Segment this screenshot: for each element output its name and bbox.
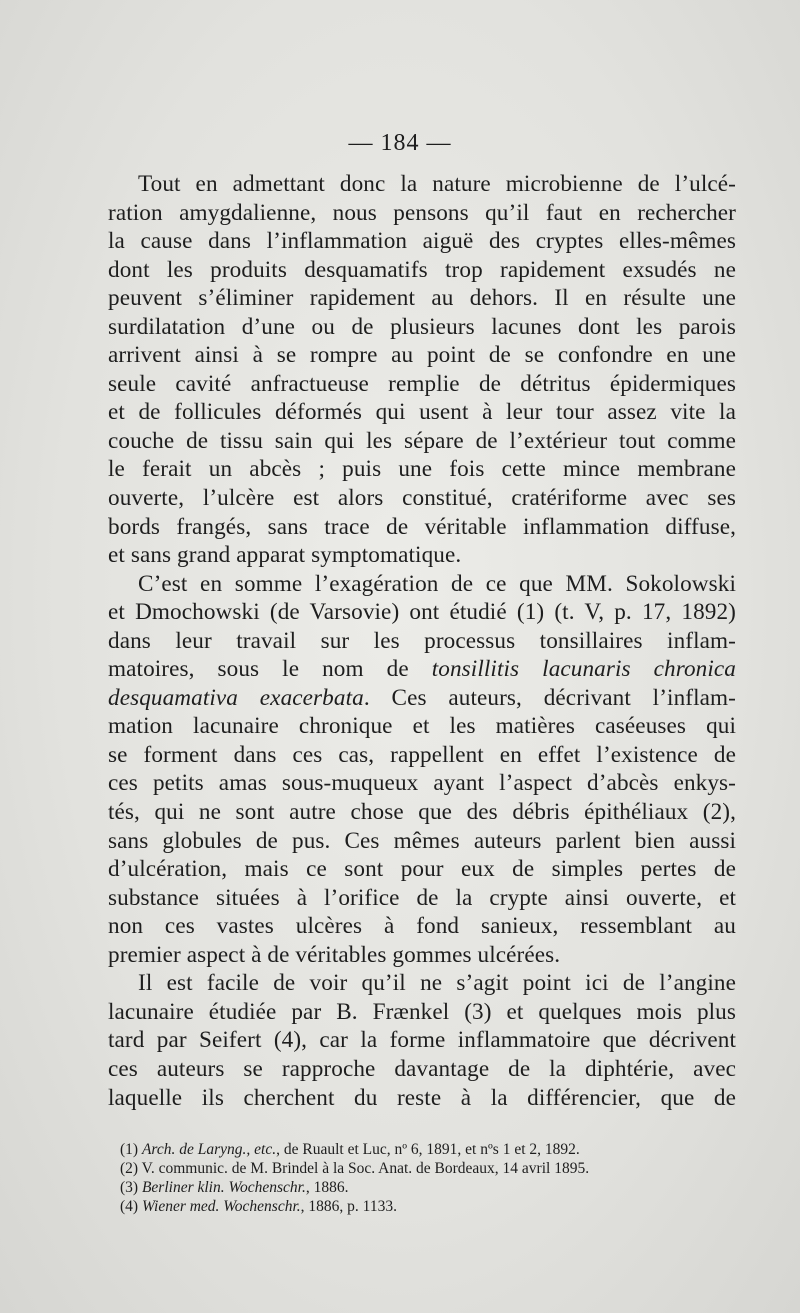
text-line: le ferait un abcès ; puis une fois cette mince membrane [108, 456, 736, 483]
text-line: se forment dans ces cas, rappellent en effet l’existence de [108, 741, 736, 768]
text-line: surdilatation d’une ou de plusieurs lacunes dont les parois [108, 313, 736, 340]
text-line: bords frangés, sans trace de véritable inflammation diffuse, [108, 513, 736, 540]
text-line: et Dmochowski (de Varsovie) ont étudié (1) (t. V, p. 17, 1892) [108, 599, 736, 626]
text-line: tés, qui ne sont autre chose que des débris épithéliaux (2), [108, 799, 736, 826]
text-line: d’ulcération, mais ce sont pour eux de simples pertes de [108, 856, 736, 883]
text-line: et sans grand apparat symptomatique. [108, 542, 462, 569]
text-line: ces petits amas sous-muqueux ayant l’aspect d’abcès enkys- [108, 770, 736, 797]
text-line: mation lacunaire chronique et les matières caséeuses qui [108, 713, 736, 740]
text-line: peuvent s’éliminer rapidement au dehors. Il en résulte une [108, 285, 736, 312]
text-line: matoires, sous le nom de tonsillitis lacunaris chronica [108, 656, 737, 683]
text-line: ration amygdalienne, nous pensons qu’il faut en rechercher [108, 199, 736, 226]
text-line: couche de tissu sain qui les sépare de l’extérieur tout comme [108, 427, 736, 454]
text-line: substance situées à l’orifice de la crypte ainsi ouverte, et [108, 884, 736, 911]
text-line: arrivent ainsi à se rompre au point de se confondre en une [108, 342, 736, 369]
footnote: (4) Wiener med. Wochenschr., 1886, p. 1133. [120, 1198, 397, 1215]
text-line: premier aspect à de véritables gommes ulcérées. [108, 941, 561, 968]
text-line: la cause dans l’inflammation aiguë des cryptes elles-mêmes [108, 228, 736, 255]
text-line: ces auteurs se rapproche davantage de la diphtérie, avec [108, 1055, 736, 1082]
text-line: Il est facile de voir qu’il ne s’agit point ici de l’angine [138, 970, 736, 997]
text-line: sans globules de pus. Ces mêmes auteurs parlent bien aussi [108, 827, 736, 854]
footnote: (1) Arch. de Laryng., etc., de Ruault et Luc, nº 6, 1891, et nºs 1 et 2, 1892. [120, 1141, 580, 1158]
text-line: desquamativa exacerbata. Ces auteurs, décrivant l’inflam- [108, 684, 736, 711]
body-text [108, 170, 736, 1112]
text-line: et de follicules déformés qui usent à leur tour assez vite la [108, 399, 736, 426]
footnote: (3) Berliner klin. Wochenschr., 1886. [120, 1179, 349, 1196]
footnotes [120, 1140, 740, 1216]
text-line: dont les produits desquamatifs trop rapidement exsudés ne [108, 256, 736, 283]
page-number: — 184 — [348, 130, 452, 156]
text-line: C’est en somme l’exagération de ce que MM. Sokolowski [138, 570, 736, 597]
text-line: lacunaire étudiée par B. Frænkel (3) et quelques mois plus [108, 998, 736, 1025]
text-line: Tout en admettant donc la nature microbienne de l’ulcé- [138, 171, 736, 197]
text-line: ouverte, l’ulcère est alors constitué, cratériforme avec ses [108, 485, 736, 512]
text-line: laquelle ils cherchent du reste à la différencier, que de [108, 1084, 736, 1111]
text-line: seule cavité anfractueuse remplie de détritus épidermiques [108, 370, 736, 397]
text-line: dans leur travail sur les processus tonsillaires inflam- [108, 627, 736, 654]
text-line: non ces vastes ulcères à fond sanieux, ressemblant au [108, 913, 736, 940]
text-line: tard par Seifert (4), car la forme inflammatoire que décrivent [108, 1027, 736, 1054]
footnote: (2) V. communic. de M. Brindel à la Soc. Anat. de Bordeaux, 14 avril 1895. [120, 1160, 590, 1177]
